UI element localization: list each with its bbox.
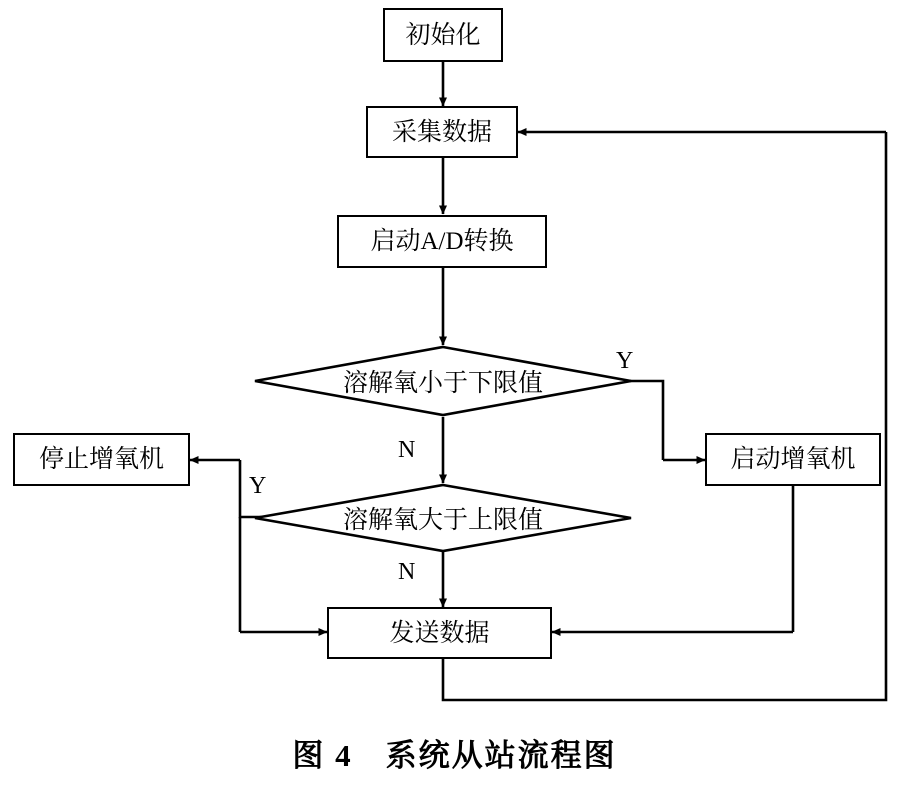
node-send-data-label: 发送数据 bbox=[389, 619, 490, 647]
node-stop-aerator-label: 停止增氧机 bbox=[38, 446, 164, 473]
node-send-data bbox=[327, 607, 552, 659]
node-start-ad-conversion bbox=[337, 215, 547, 268]
node-start-ad-conversion-label: 启动A/D转换 bbox=[370, 228, 514, 255]
edge-label-high-no: N bbox=[398, 559, 416, 585]
edge-label-high-yes: Y bbox=[249, 473, 267, 499]
node-init bbox=[383, 8, 503, 62]
edge-label-low-no: N bbox=[398, 437, 416, 463]
node-collect-data bbox=[366, 106, 518, 158]
figure-caption: 图 4 系统从站流程图 bbox=[292, 738, 617, 773]
node-start-aerator-label: 启动增氧机 bbox=[730, 446, 856, 473]
node-decision-above-upper-limit-label: 溶解氧大于上限值 bbox=[342, 507, 543, 534]
node-decision-above-upper-limit bbox=[253, 483, 633, 553]
node-collect-data-label: 采集数据 bbox=[391, 118, 492, 146]
node-decision-below-lower-limit bbox=[253, 345, 633, 417]
node-stop-aerator bbox=[13, 433, 190, 486]
node-decision-below-lower-limit-label: 溶解氧小于下限值 bbox=[342, 370, 543, 397]
node-init-label: 初始化 bbox=[405, 21, 481, 49]
node-start-aerator bbox=[705, 433, 881, 486]
edge-label-low-yes: Y bbox=[616, 348, 634, 374]
